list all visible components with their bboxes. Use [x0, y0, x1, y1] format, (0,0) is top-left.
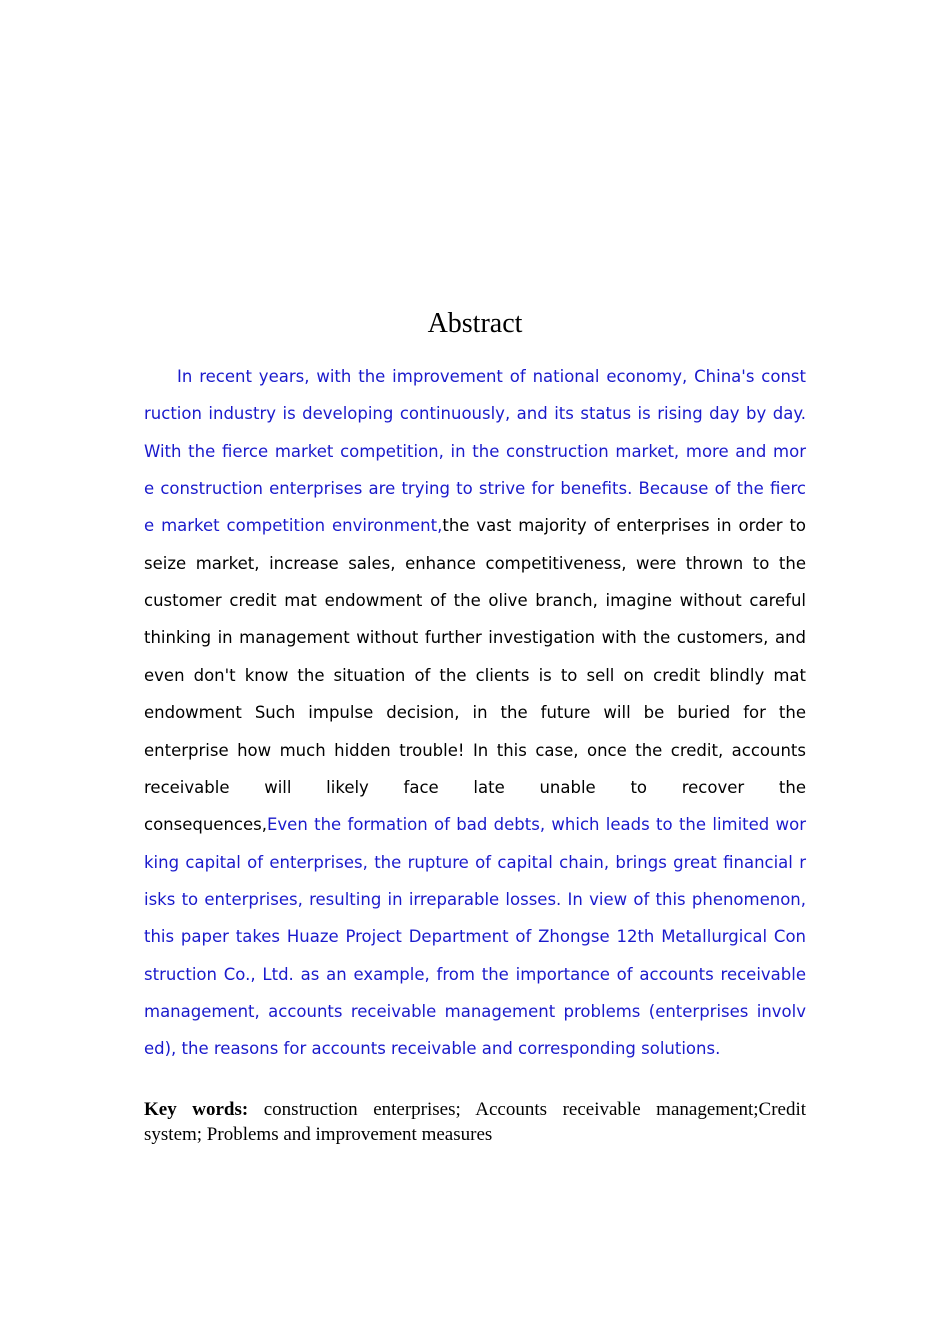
keywords-text-1: construction enterprises; Accounts receivable management;Credit: [263, 1099, 807, 1120]
abstract-line: [144, 851, 806, 875]
abstract-text-segment: enterprise how much hidden trouble! In this case, once the credit, accounts: [144, 740, 806, 760]
abstract-line: [144, 888, 806, 912]
keywords-text-2: system; Problems and improvement measures: [144, 1124, 493, 1145]
abstract-line: [144, 440, 806, 464]
abstract-text-segment: even don't know the situation of the clients is to sell on credit blindly mat: [144, 665, 806, 685]
abstract-text-segment: consequences,: [144, 815, 267, 835]
abstract-text-segment: king capital of enterprises, the rupture of capital chain, brings great financial r: [144, 852, 806, 872]
abstract-text-segment: this paper takes Huaze Project Department of Zhongse 12th Metallurgical Con: [144, 927, 806, 947]
abstract-text-segment: e market competition environment,: [144, 516, 443, 536]
abstract-text-segment: customer credit mat endowment of the olive branch, imagine without careful: [144, 591, 806, 611]
abstract-line: [144, 813, 806, 837]
abstract-text-segment: isks to enterprises, resulting in irreparable losses. In view of this phenomenon,: [144, 889, 806, 909]
abstract-text-segment: In recent years, with the improvement of national economy, China's const: [177, 367, 806, 386]
abstract-text-segment: the vast majority of enterprises in order to: [442, 516, 807, 536]
abstract-line: [144, 477, 806, 501]
keywords-paragraph: [144, 1097, 806, 1147]
keywords-line-1: [144, 1097, 806, 1122]
abstract-title: Abstract: [427, 308, 523, 339]
abstract-text-segment: receivable will likely face late unable to recover the: [144, 777, 806, 797]
abstract-line: [144, 701, 806, 725]
abstract-line: [144, 963, 806, 987]
abstract-text-segment: Even the formation of bad debts, which leads to the limited wor: [266, 815, 806, 835]
abstract-line: [144, 664, 806, 688]
abstract-line: [144, 1000, 806, 1024]
abstract-line: [144, 925, 806, 949]
abstract-line: [144, 589, 806, 613]
abstract-text-segment: management, accounts receivable management problems (enterprises involv: [144, 1001, 806, 1021]
keywords-label: Key words:: [144, 1099, 249, 1120]
abstract-text-segment: With the fierce market competition, in the construction market, more and mor: [144, 441, 806, 461]
abstract-line: [144, 1037, 806, 1061]
abstract-text-segment: ruction industry is developing continuously, and its status is rising day by day.: [144, 404, 806, 424]
abstract-line: [177, 365, 806, 389]
abstract-text-segment: e construction enterprises are trying to strive for benefits. Because of the fierc: [144, 479, 806, 499]
abstract-line: [144, 739, 806, 763]
abstract-text-segment: thinking in management without further investigation with the customers, and: [144, 628, 806, 648]
abstract-line: [144, 776, 806, 800]
abstract-text-segment: struction Co., Ltd. as an example, from the importance of accounts receivable: [144, 964, 806, 984]
abstract-line: [144, 402, 806, 426]
abstract-text-segment: seize market, increase sales, enhance competitiveness, were thrown to the: [144, 553, 806, 573]
abstract-text-segment: endowment Such impulse decision, in the future will be buried for the: [144, 703, 806, 723]
abstract-text-segment: ed), the reasons for accounts receivable and corresponding solutions.: [144, 1039, 721, 1059]
abstract-line: [144, 514, 806, 538]
abstract-line: [144, 552, 806, 576]
abstract-line: [144, 626, 806, 650]
